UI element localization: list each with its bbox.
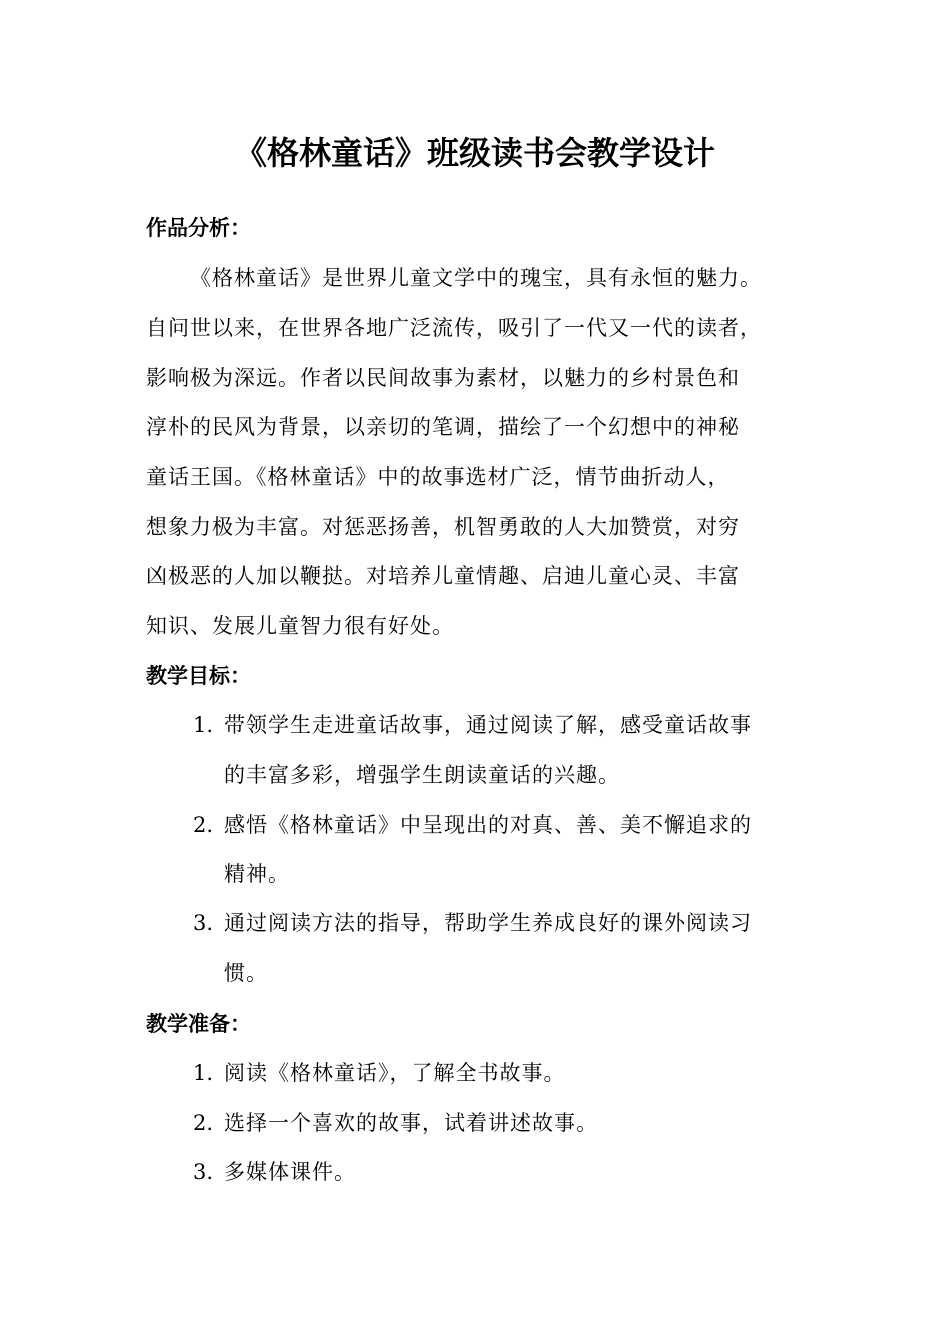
paragraph-line: 凶极恶的人加以鞭挞。对培养儿童情趣、启迪儿童心灵、丰富 [146, 564, 740, 588]
list-item-line: 的丰富多彩，增强学生朗读童话的兴趣。 [224, 763, 620, 787]
list-item-line: 感悟《格林童话》中呈现出的对真、善、美不懈追求的 [224, 813, 752, 837]
list-item-line: 精神。 [224, 862, 290, 886]
paragraph-line: 童话王国。《格林童话》中的故事选材广泛，情节曲折动人， [146, 465, 730, 489]
list-number: 2. [193, 1111, 214, 1135]
paragraph-line: 自问世以来，在世界各地广泛流传，吸引了一代又一代的读者， [146, 316, 762, 340]
list-item-line: 阅读《格林童话》，了解全书故事。 [224, 1061, 566, 1085]
list-item-line: 多媒体课件。 [224, 1160, 356, 1184]
list-number: 2. [193, 813, 214, 837]
list-item-line: 带领学生走进童话故事，通过阅读了解，感受童话故事 [224, 713, 752, 737]
paragraph-line: 想象力极为丰富。对惩恶扬善，机智勇敢的人大加赞赏，对穷 [146, 515, 740, 539]
list-number: 3. [193, 911, 214, 935]
list-number: 1. [193, 1061, 214, 1085]
paragraph-line: 淳朴的民风为背景，以亲切的笔调，描绘了一个幻想中的神秘 [146, 415, 740, 439]
list-number: 3. [193, 1160, 214, 1184]
paragraph-line: 知识、发展儿童智力很有好处。 [146, 614, 454, 638]
paragraph-line: 《格林童话》是世界儿童文学中的瑰宝，具有永恒的魅力。 [190, 266, 762, 290]
section-heading-prep: 教学准备： [146, 1012, 251, 1036]
paragraph-line: 影响极为深远。作者以民间故事为素材，以魅力的乡村景色和 [146, 366, 740, 390]
list-item-line: 通过阅读方法的指导，帮助学生养成良好的课外阅读习 [224, 911, 752, 935]
section-heading-analysis: 作品分析： [146, 216, 251, 240]
section-heading-goals: 教学目标： [146, 664, 251, 688]
document-title: 《格林童话》班级读书会教学设计 [234, 134, 715, 172]
list-number: 1. [193, 713, 214, 737]
list-item-line: 惯。 [224, 961, 268, 985]
list-item-line: 选择一个喜欢的故事，试着讲述故事。 [224, 1111, 598, 1135]
